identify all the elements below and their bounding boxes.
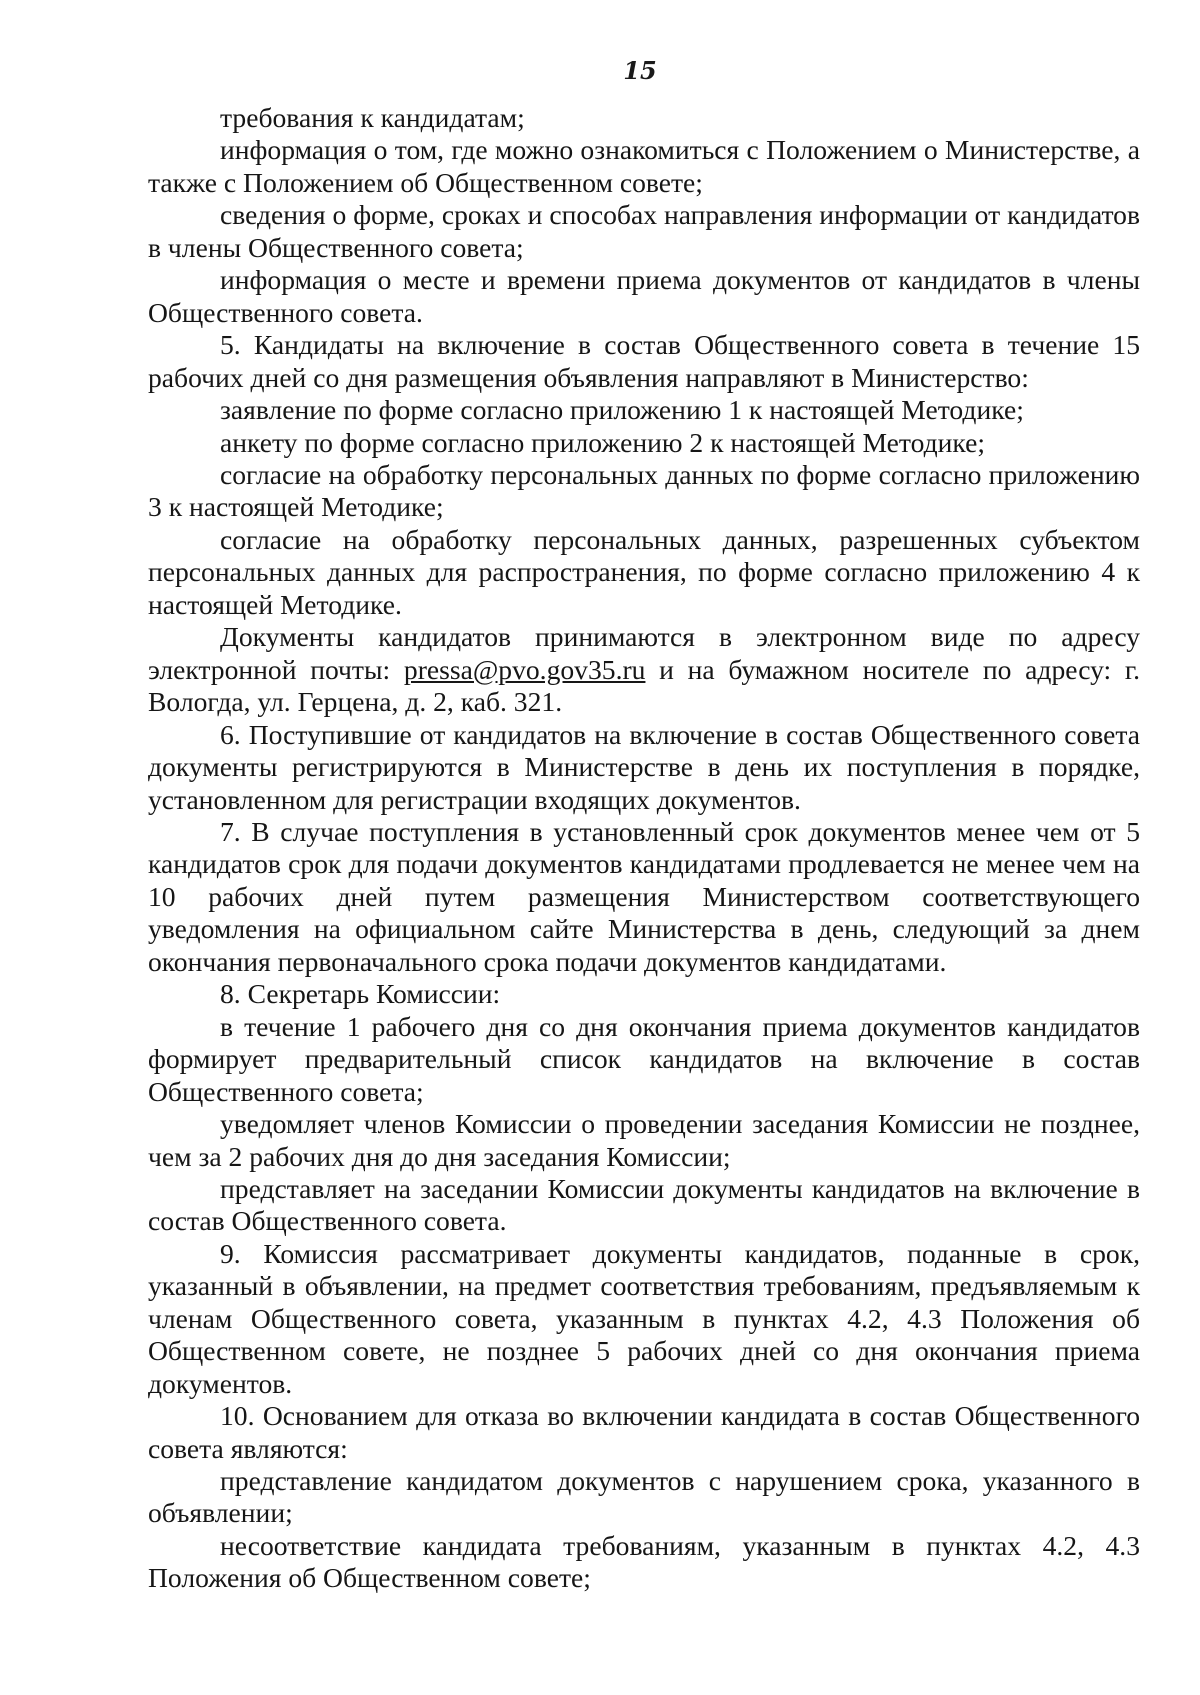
paragraph: несоответствие кандидата требованиям, указанным в пунктах 4.2, 4.3 Положения об Общественном совете;: [148, 1529, 1140, 1594]
paragraph: заявление по форме согласно приложению 1 к настоящей Методике;: [220, 394, 1024, 426]
paragraph-documents-acceptance: [148, 621, 1140, 718]
paragraph-text: и на бумажном носителе по адресу: г. Вологда, ул. Герцена, д. 2, каб. 321.: [148, 653, 1140, 718]
paragraph: 10. Основанием для отказа во включении кандидата в состав Общественного совета являются:: [148, 1400, 1140, 1464]
paragraph: в течение 1 рабочего дня со дня окончания приема документов кандидатов формирует предварительный список кандидатов на включение в состав Общественного совета;: [148, 1010, 1140, 1107]
paragraph: представление кандидатом документов с нарушением срока, указанного в объявлении;: [148, 1465, 1140, 1529]
paragraph: требования к кандидатам;: [220, 102, 525, 133]
paragraph: 9. Комиссия рассматривает документы кандидатов, поданные в срок, указанный в объявлении, на предмет соответствия требованиям, предъявляемым к членам Общественного совета, указанным в пунктах 4.2, 4.3 Положения об Общественном совете, не позднее 5 рабочих дней со дня окончания приема документов.: [148, 1237, 1140, 1399]
paragraph: согласие на обработку персональных данных, разрешенных субъектом персональных данных для распространения, по форме согласно приложению 4 к настоящей Методике.: [148, 523, 1140, 620]
page-number: 15: [623, 56, 657, 85]
paragraph: 6. Поступившие от кандидатов на включение в состав Общественного совета документы регистрируются в Министерстве в день их поступления в порядке, установленном для регистрации входящих документов.: [148, 718, 1140, 815]
paragraph: уведомляет членов Комиссии о проведении заседания Комиссии не позднее, чем за 2 рабочих дня до дня заседания Комиссии;: [148, 1108, 1140, 1172]
paragraph: 7. В случае поступления в установленный срок документов менее чем от 5 кандидатов срок для подачи документов кандидатами продлевается не менее чем на 10 рабочих дней путем размещения Министерством соответствующего уведомления на официальном сайте Министерства в день, следующий за днем окончания первоначального срока подачи документов кандидатами.: [148, 815, 1140, 977]
paragraph: информация о том, где можно ознакомиться с Положением о Министерстве, а также с Положением об Общественном совете;: [148, 134, 1140, 198]
paragraph: информация о месте и времени приема документов от кандидатов в члены Общественного совета.: [148, 264, 1140, 328]
paragraph: 8. Секретарь Комиссии:: [220, 978, 501, 1010]
paragraph: согласие на обработку персональных данных по форме согласно приложению 3 к настоящей Методике;: [148, 458, 1140, 523]
email-link[interactable]: pressa@pvo.gov35.ru: [403, 653, 646, 685]
paragraph: сведения о форме, сроках и способах направления информации от кандидатов в члены Общественного совета;: [148, 199, 1140, 263]
paragraph: 5. Кандидаты на включение в состав Общественного совета в течение 15 рабочих дней со дня размещения объявления направляют в Министерство:: [148, 329, 1140, 393]
document-body: [148, 102, 1140, 1595]
paragraph: представляет на заседании Комиссии документы кандидатов на включение в состав Общественного совета.: [148, 1172, 1140, 1237]
paragraph-text: Документы кандидатов принимаются в электронном виде по адресу электронной почты:: [148, 621, 1140, 685]
paragraph: анкету по форме согласно приложению 2 к настоящей Методике;: [220, 426, 986, 458]
